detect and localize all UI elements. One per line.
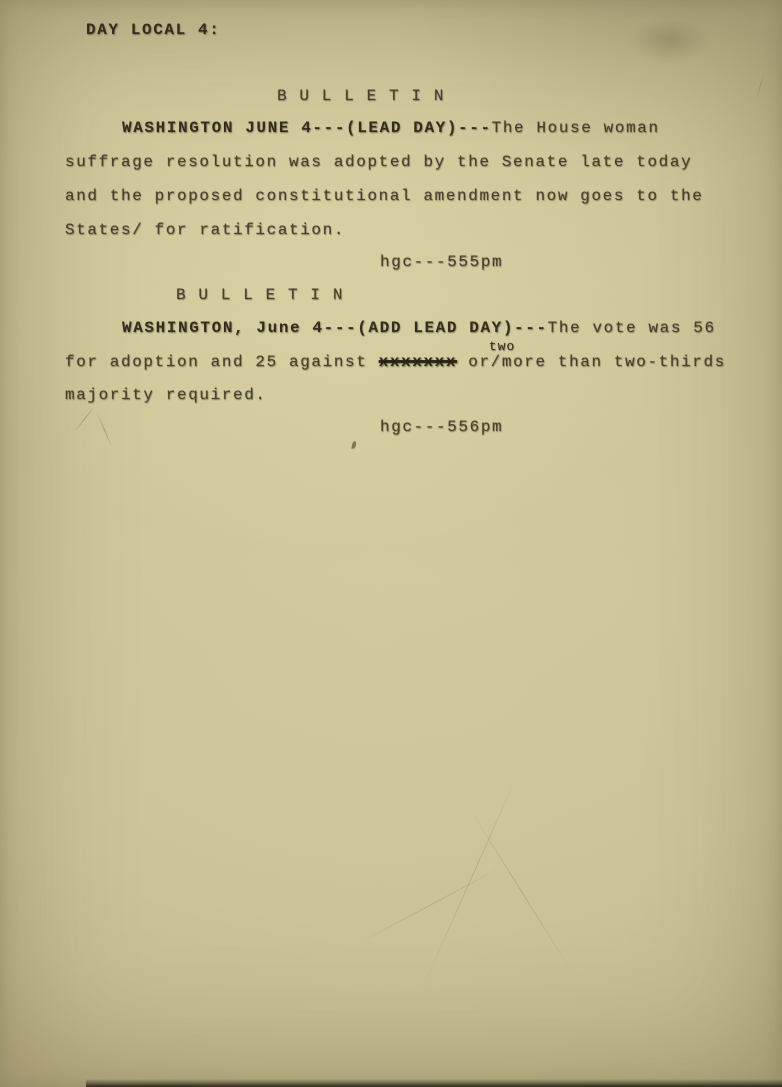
bulletin-1-line-1: [122, 118, 660, 138]
line-2-post: more than two-thirds: [501, 353, 726, 371]
line-2-pre: for adoption and 25 against: [65, 353, 379, 371]
bulletin-2-line-1: [122, 318, 716, 338]
scan-edge-shadow: [86, 1079, 782, 1087]
bulletin-1-signoff: hgc---555pm: [380, 253, 504, 271]
bulletin-1-lead-rest: The House woman: [491, 119, 660, 137]
line-2-mid: or/: [457, 353, 502, 371]
bulletin-2-lead-rest: The vote was 56: [547, 319, 716, 337]
paper-crease: [421, 770, 520, 990]
bulletin-2-signoff: hgc---556pm: [380, 418, 504, 436]
bulletin-2-line-3: majority required.: [65, 386, 267, 404]
inserted-word-above-line: two: [488, 339, 516, 354]
struck-out-word: xxxxxxx: [378, 353, 458, 371]
bulletin-1-line-4: States/ for ratification.: [65, 221, 346, 239]
bulletin-1-heading: B U L L E T I N: [277, 87, 446, 105]
bulletin-1-line-3: and the proposed constitutional amendment now goes to the: [65, 187, 704, 205]
pencil-mark: [96, 412, 113, 449]
bulletin-2-dateline: WASHINGTON, June 4---(ADD LEAD DAY)---: [122, 319, 548, 337]
bulletin-2-line-2: [65, 339, 726, 372]
ink-smudge: [630, 18, 710, 62]
bulletin-1-line-2: suffrage resolution was adopted by the Senate late today: [65, 153, 693, 171]
paper-crease: [355, 865, 506, 946]
pencil-mark: [74, 405, 96, 432]
bulletin-1-dateline: WASHINGTON JUNE 4---(LEAD DAY)---: [122, 119, 492, 137]
pencil-mark: [757, 72, 765, 97]
paper-crease: [467, 805, 574, 975]
ink-speck: [351, 441, 357, 450]
bulletin-2-heading: B U L L E T I N: [176, 286, 345, 304]
insertion-point: [457, 339, 516, 372]
wire-slug: DAY LOCAL 4:: [86, 21, 221, 39]
